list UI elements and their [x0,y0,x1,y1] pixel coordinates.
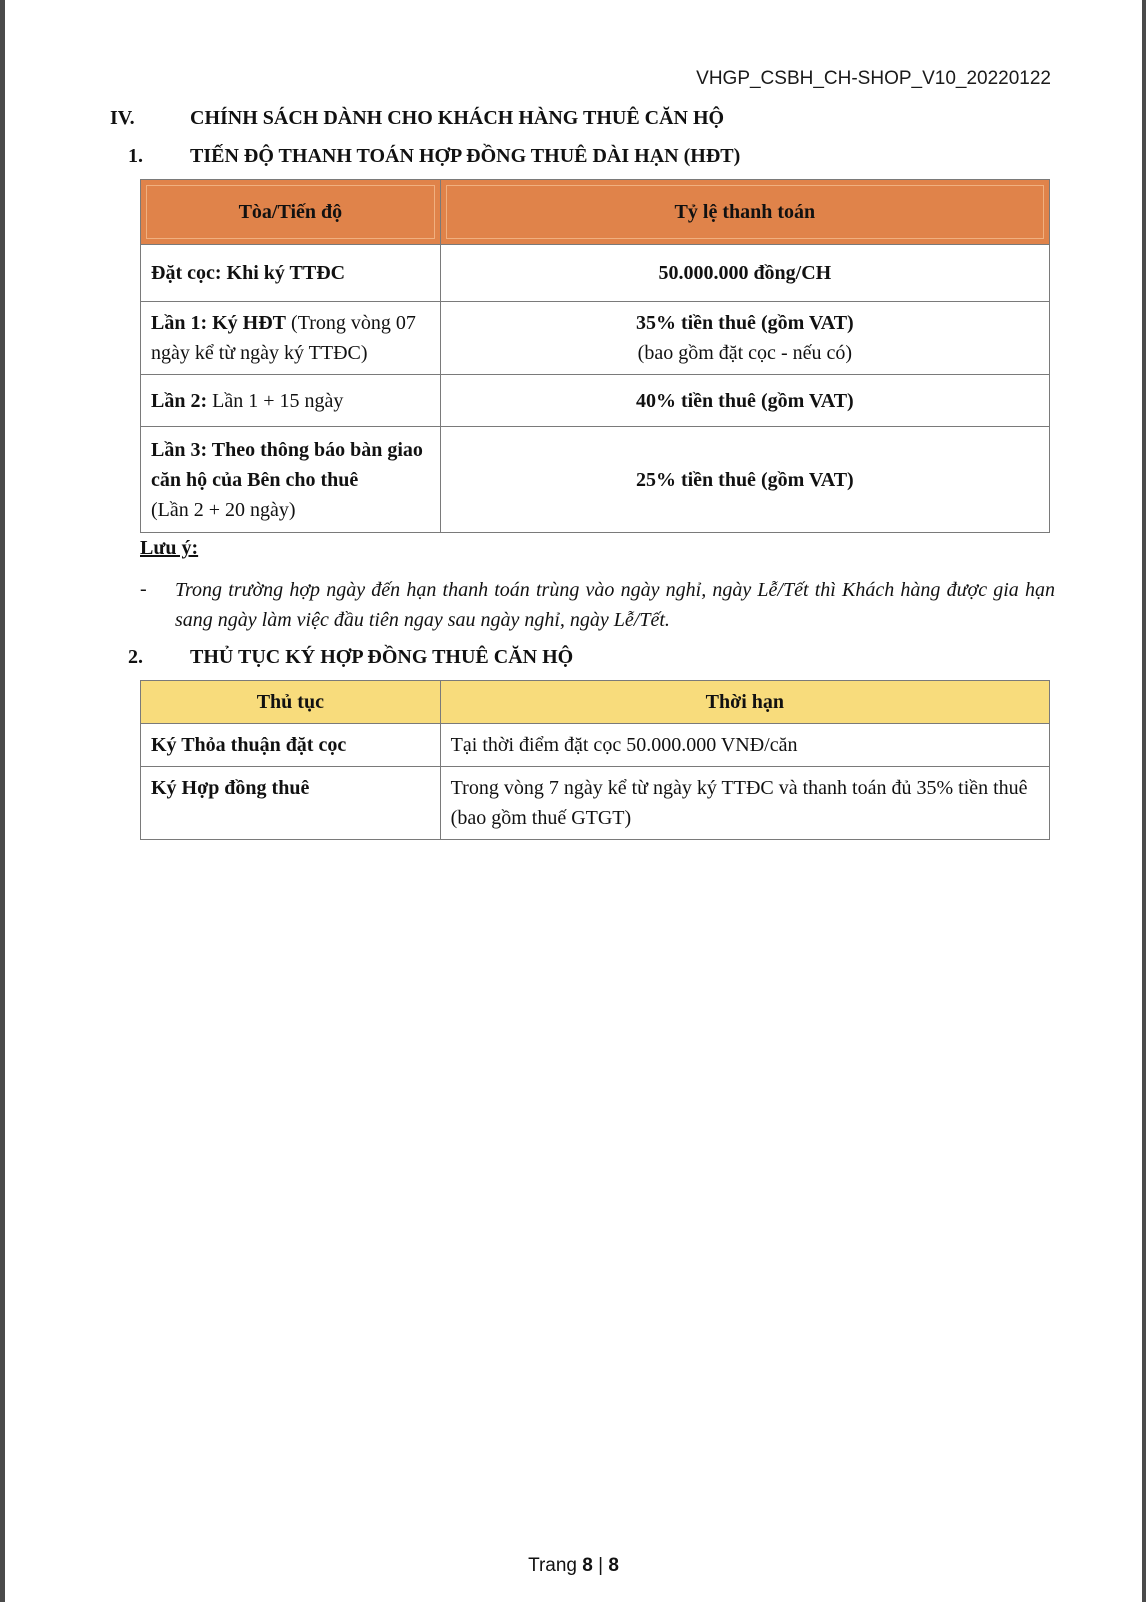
row-installment-2-label: Lần 2: Lần 1 + 15 ngày [141,375,441,427]
row-installment-1-label: Lần 1: Ký HĐT (Trong vòng 07 ngày kể từ ngày ký TTĐC) [141,302,441,375]
row-installment-1-rate: 35% tiền thuê (gồm VAT) (bao gồm đặt cọc - nếu có) [440,302,1049,375]
row-deposit-amount: 50.000.000 đồng/CH [440,245,1049,302]
page-footer: Trang 8 | 8 [528,1555,619,1576]
table-row [141,767,1050,840]
document-page [5,0,1142,1602]
row-installment-3-label: Lần 3: Theo thông báo bàn giao căn hộ của Bên cho thuê (Lần 2 + 20 ngày) [141,427,441,533]
header-payment-rate: Tỷ lệ thanh toán [440,180,1049,245]
section-title: CHÍNH SÁCH DÀNH CHO KHÁCH HÀNG THUÊ CĂN HỘ [190,107,725,129]
subsection-2-number: 2. [128,646,143,668]
row-lease-contract-label: Ký Hợp đồng thuê [141,767,441,840]
payment-schedule-table [140,179,1050,533]
table-row [141,375,1050,427]
page-total: 8 [608,1555,619,1576]
header-building-progress: Tòa/Tiến độ [141,180,441,245]
row-deposit-agreement-label: Ký Thỏa thuận đặt cọc [141,724,441,767]
page-number: 8 [582,1555,593,1576]
note-text: Trong trường hợp ngày đến hạn thanh toán trùng vào ngày nghỉ, ngày Lễ/Tết thì Khách hàng được gia hạn sang ngày làm việc đầu tiên ngay sau ngày nghỉ, ngày Lễ/Tết. [175,579,1055,631]
subsection-2-title: THỦ TỤC KÝ HỢP ĐỒNG THUÊ CĂN HỘ [190,646,574,668]
table-row [141,245,1050,302]
row-deposit-agreement-deadline: Tại thời điểm đặt cọc 50.000.000 VNĐ/căn [440,724,1049,767]
table-row [141,302,1050,375]
note-bullet: - [140,578,147,600]
table-header-row [141,681,1050,724]
table-row [141,724,1050,767]
row-deposit-label: Đặt cọc: Khi ký TTĐC [141,245,441,302]
section-number: IV. [110,107,135,129]
subsection-1-title: TIẾN ĐỘ THANH TOÁN HỢP ĐỒNG THUÊ DÀI HẠN (HĐT) [190,145,741,167]
row-lease-contract-deadline: Trong vòng 7 ngày kể từ ngày ký TTĐC và thanh toán đủ 35% tiền thuê (bao gồm thuế GTGT) [440,767,1049,840]
header-procedure: Thủ tục [141,681,441,724]
row-installment-2-rate: 40% tiền thuê (gồm VAT) [440,375,1049,427]
header-deadline: Thời hạn [440,681,1049,724]
table-header-row [141,180,1050,245]
table-row [141,427,1050,533]
row-installment-3-rate: 25% tiền thuê (gồm VAT) [440,427,1049,533]
subsection-1-number: 1. [128,145,143,167]
rental-procedure-table [140,680,1050,840]
document-code: VHGP_CSBH_CH-SHOP_V10_20220122 [696,68,1051,89]
note-label: Lưu ý: [140,537,199,559]
